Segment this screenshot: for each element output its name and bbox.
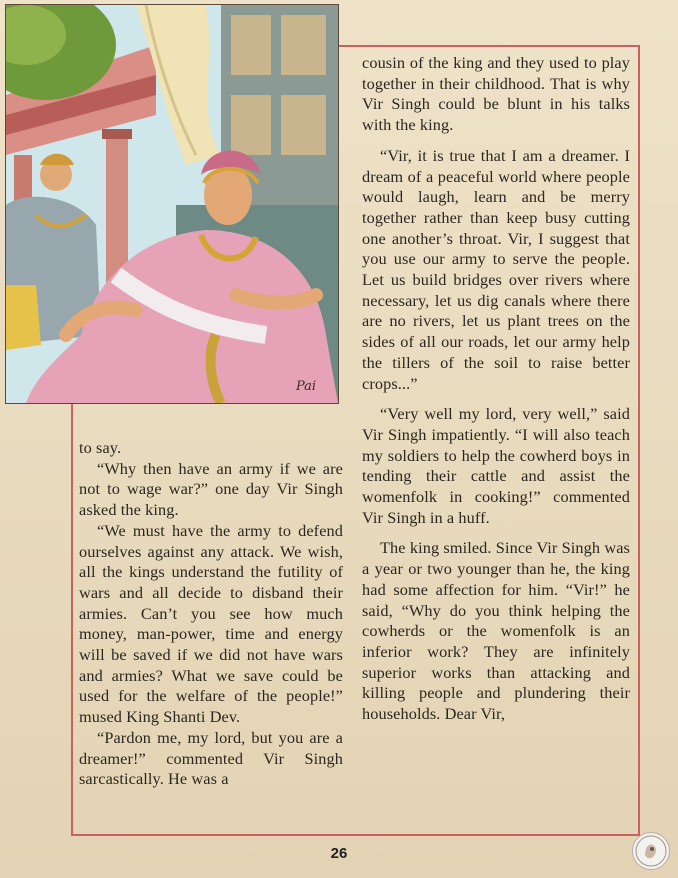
story-illustration <box>5 4 339 404</box>
paragraph: to say. <box>79 438 122 457</box>
paragraph: “Pardon me, my lord, but you are a dreamer!” commented Vir Singh sarcastically. He was a <box>79 727 343 789</box>
paragraph: The king smiled. Since Vir Singh was a year or two younger than he, the king had some affection for him. “Vir!” he said, “Why do you think helping the cowherds or the womenfolk is an inferior work? They are infinitely superior works than attacking and killing people and plundering their households. Dear Vir, <box>362 538 630 724</box>
artist-signature: Pai <box>296 379 317 394</box>
paragraph: “Why then have an army if we are not to wage war?” one day Vir Singh asked the king. <box>79 458 343 520</box>
library-stamp-icon <box>632 832 670 870</box>
paragraph: “We must have the army to defend ourselves against any attack. We wish, all the kings understand the futility of wars and all decide to disband their armies. Can’t you see how much money, man-power, time and energy will be saved if we did not have wars and armies? What we save could be used for the welfare of the people!” mused King Shanti Dev. <box>79 520 343 727</box>
illustrated-scene-icon <box>6 5 338 403</box>
frame-line-top-right <box>337 45 639 47</box>
frame-line-right <box>638 45 640 836</box>
left-text-column <box>79 438 343 790</box>
right-text-column <box>362 53 630 725</box>
paragraph: “Vir, it is true that I am a dreamer. I dream of a peaceful world where people would laugh, learn and be merry together rather than keep busy cutting one another’s throat. Vir, I suggest that you use our army to serve the people. Let us build bridges over rivers where necessary, let us dig canals where there are no rivers, let us plant trees on the sides of all our roads, let our army help the tillers of the soil to raise better crops...” <box>362 145 630 393</box>
frame-line-bottom <box>71 834 640 836</box>
frame-line-left <box>71 402 73 836</box>
paragraph: “Very well my lord, very well,” said Vir Singh impatiently. “I will also teach my soldiers to help the cowherd boys in tending their cattle and assist the womenfolk in cooking!” commented Vir Singh in a huff. <box>362 404 630 527</box>
page-number: 26 <box>330 845 348 862</box>
paragraph: cousin of the king and they used to play together in their childhood. That is why Vir Singh could be blunt in his talks with the king. <box>362 53 630 135</box>
